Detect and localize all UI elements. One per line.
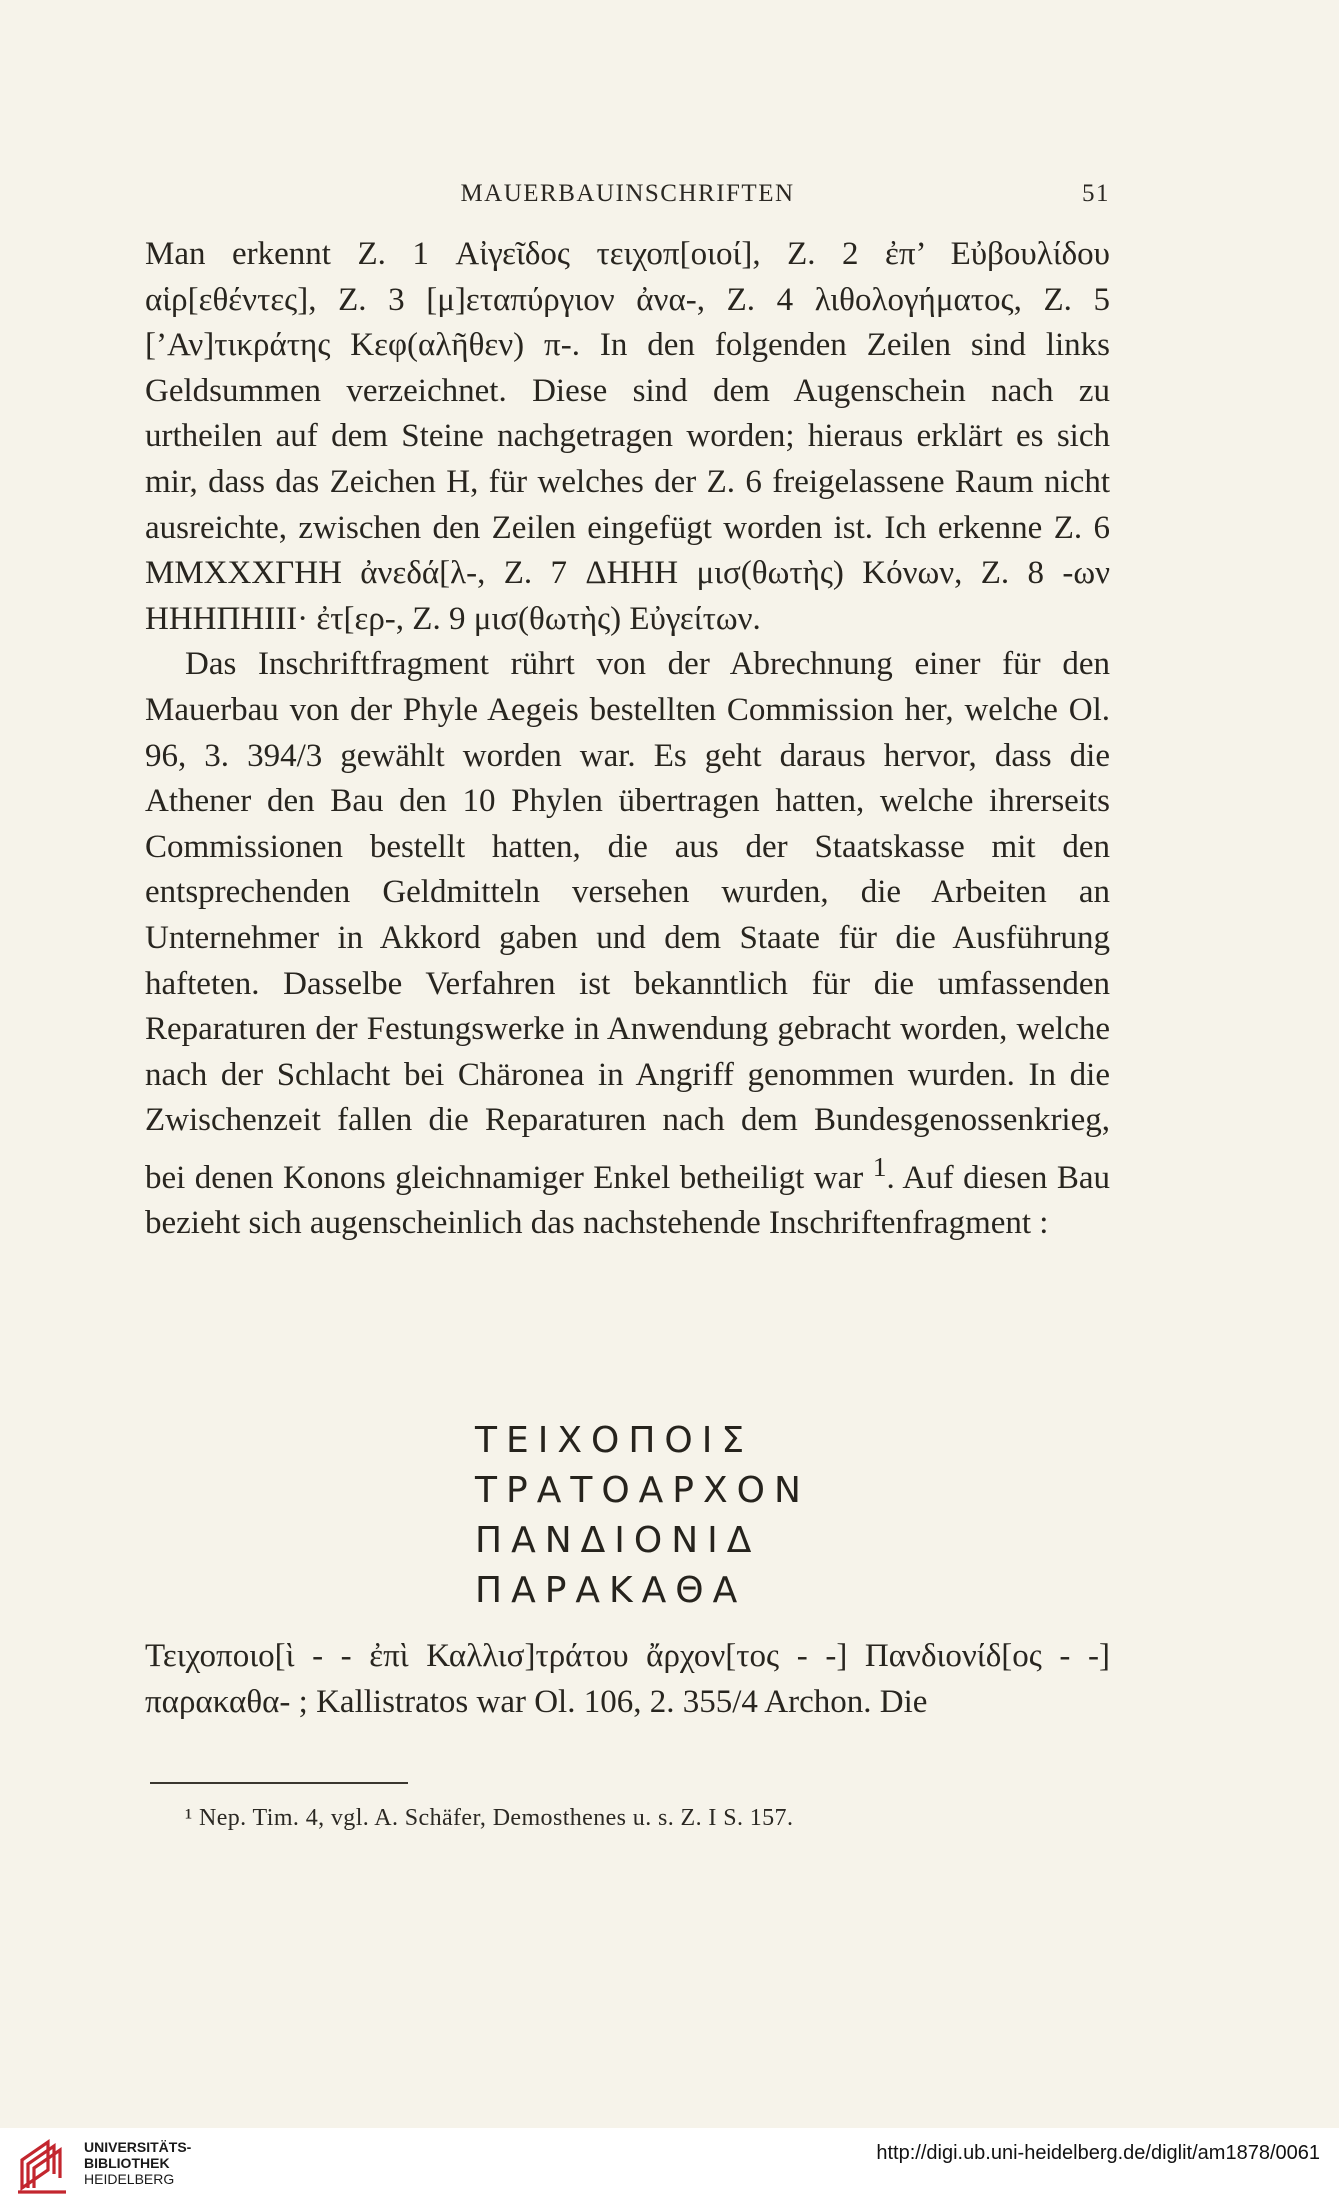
permalink-url[interactable]: http://digi.ub.uni-heidelberg.de/diglit/am1878/0061: [876, 2142, 1320, 2164]
paragraph: [145, 642, 1110, 1247]
inscription-line: ΤΕΙΧΟΠΟΙΣ: [475, 1420, 754, 1461]
library-name-line: HEIDELBERG: [84, 2171, 175, 2187]
footnote-marker[interactable]: 1: [872, 1150, 887, 1182]
page-number: 51: [1082, 180, 1110, 207]
footnote: ¹ Nep. Tim. 4, vgl. A. Schäfer, Demosthenes u. s. Z. I S. 157.: [185, 1805, 794, 1831]
body-text: [145, 232, 1110, 1247]
library-footer: [0, 2128, 1339, 2200]
inscription-fragment: [475, 1416, 810, 1616]
inscription-line: ΠΑΡΑΚΑΘΑ: [475, 1570, 747, 1611]
library-name-line: BIBLIOTHEK: [84, 2155, 170, 2171]
footnote-divider: [150, 1782, 408, 1784]
paragraph-text-end: . Auf diesen Bau bezieht sich augenscheinlich das nachstehende Inschriftenfragment :: [145, 1159, 1111, 1242]
inscription-line: ΤΡΑΤΟΑΡΧΟΝ: [475, 1470, 810, 1511]
paragraph-text: Das Inschriftfragment rührt von der Abrechnung einer für den Mauerbau von der Phyle Aegeis bestellten Commission her, welche Ol. 96, 3. 394/3 gewählt worden war. Es geht daraus hervor, dass die Athener den Bau den 10 Phylen übertragen hatten, welche ihrerseits Commissionen bestellt hatten, die aus der Staatskasse mit den entsprechenden Geldmitteln versehen wurden, die Arbeiten an Unternehmer in Akkord gaben und dem Staate für die Ausführung hafteten. Dasselbe Verfahren ist bekanntlich für die umfassenden Reparaturen der Festungswerke in Anwendung gebracht worden, welche nach der Schlacht bei Chäronea in Angriff genommen wurden. In die Zwischenzeit fallen die Reparaturen nach dem Bundesgenossenkrieg, bei denen Konons gleichnamiger Enkel betheiligt war: [145, 646, 1110, 1196]
library-name: [84, 2139, 191, 2187]
paragraph: Man erkennt Z. 1 Αἰγεῖδος τειχοπ[οιοί], Z. 2 ἐπ’ Εὐβουλίδου αἱρ[εθέντες], Z. 3 [μ]εταπύργιον ἀνα-, Z. 4 λιθολογήματος, Z. 5 [’Αν]τικράτης Κεφ(αλῆθεν) π-. In den folgenden Zeilen sind links Geldsummen verzeichnet. Diese sind dem Augenschein nach zu urtheilen auf dem Steine nachgetragen worden; hieraus erklärt es sich mir, dass das Zeichen Η, für welches der Z. 6 freigelassene Raum nicht ausreichte, zwischen den Zeilen eingefügt worden ist. Ich erkenne Z. 6 ΜΜΧΧΧΓΗΗ ἀνεδά[λ-, Z. 7 ΔΗΗΗ μισ(θωτὴς) Κόνων, Z. 8 -ων ΗΗΗΠΗΙΙΙ· ἐτ[ερ-, Z. 9 μισ(θωτὴς) Εὐγείτων.: [145, 236, 1110, 637]
transcription-paragraph: Τειχοποιο[ὶ - - ἐπὶ Καλλισ]τράτου ἄρχον[τος - -] Πανδιονίδ[ος - -] παρακαθα- ; Kallistratos war Ol. 106, 2. 355/4 Archon. Die: [145, 1638, 1110, 1720]
inscription-line: ΠΑΝΔΙΟΝΙΔ: [475, 1520, 761, 1561]
running-head-title: MAUERBAUINSCHRIFTEN: [460, 180, 795, 207]
running-head: [145, 180, 1110, 216]
library-name-line: UNIVERSITÄTS-: [84, 2139, 192, 2155]
university-library-logo-icon[interactable]: [14, 2136, 74, 2196]
